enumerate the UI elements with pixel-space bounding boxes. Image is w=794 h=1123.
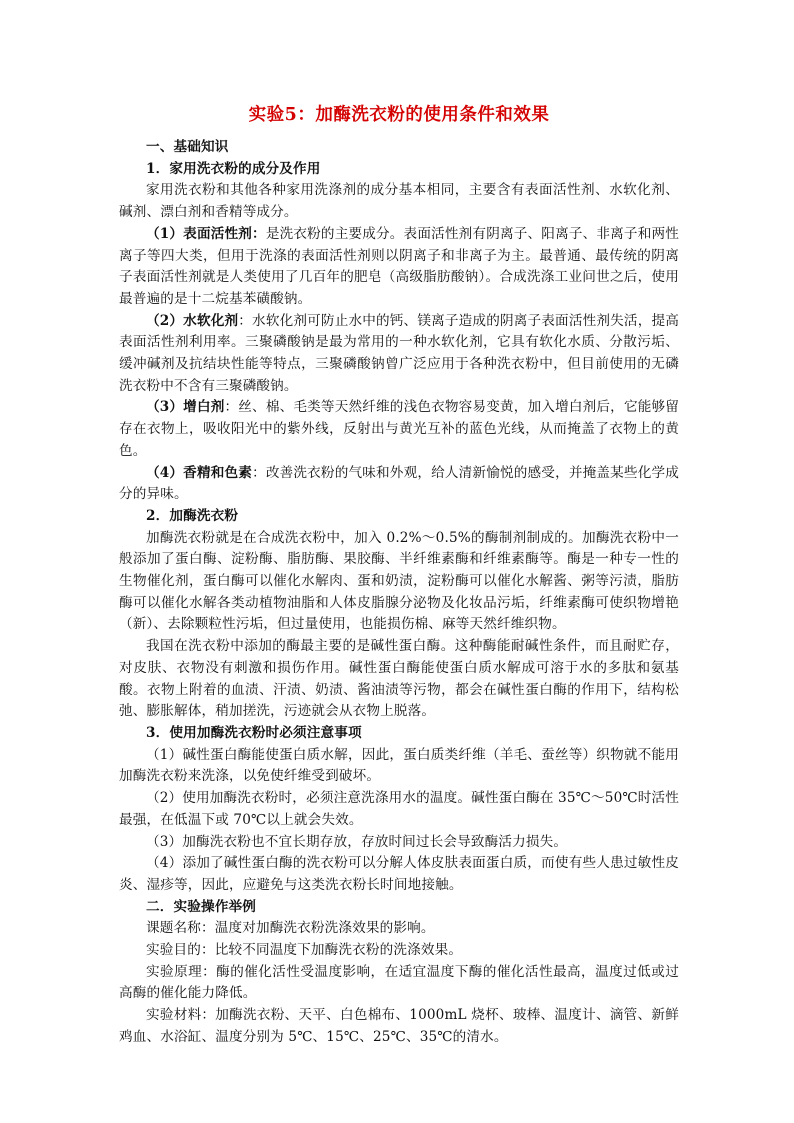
subsection-heading: 1．家用洗衣粉的成分及作用 [146,160,321,177]
paragraph-item: （4）添加了碱性蛋白酶的洗衣粉可以分解人体皮肤表面蛋白质，而使有些人患过敏性皮炎、湿疹等，因此，应避免与这类洗衣粉长时间地接触。 [119,855,679,893]
page-title: 实验5：加酶洗衣粉的使用条件和效果 [248,105,550,125]
paragraph-item: （2）使用加酶洗衣粉时，必须注意洗涤用水的温度。碱性蛋白酶在 35℃～50℃时活性最强，在低温下或 70℃以上就会失效。 [119,790,679,828]
paragraph: 我国在洗衣粉中添加的酶最主要的是碱性蛋白酶。这种酶能耐碱性条件，而且耐贮存，对皮肤、衣物没有刺激和损伤作用。碱性蛋白酶能使蛋白质水解成可溶于水的多肽和氨基酸。衣物上附着的血渍、汗渍、奶渍、酱油渍等污物，都会在碱性蛋白酶的作用下，结构松弛、膨胀解体，稍加搓洗，污迹就会从衣物上脱落。 [119,638,679,720]
item-text: ：改善洗衣粉的气味和外观，给人清新愉悦的感受，并掩盖某些化学成分的异味。 [119,464,679,503]
item-label: （4）香精和色素 [146,464,253,481]
paragraph: 实验原理：酶的催化活性受温度影响，在适宜温度下酶的催化活性最高，温度过低或过高酶的催化能力降低。 [119,963,679,1002]
paragraph: 实验目的：比较不同温度下加酶洗衣粉的洗涤效果。 [146,942,463,959]
item-text: ：丝、棉、毛类等天然纤维的浅色衣物容易变黄，加入增白剂后，它能够留存在衣物上，吸收阳光中的紫外线，反射出与黄光互补的蓝色光线，从而掩盖了衣物上的黄色。 [119,399,680,459]
paragraph-item [119,224,679,311]
item-label: （1）表面活性剂： [146,225,266,242]
document-page [119,104,679,1049]
paragraph-item [119,463,679,506]
item-text: 是洗衣粉的主要成分。表面活性剂有阴离子、阳离子、非离子和两性离子等四大类，但用于洗涤的表面活性剂则以阴离子和非离子为主。最普通、最传统的阴离子表面活性剂就是人类使用了几百年的肥皂（高级脂肪酸钠）。合成洗涤工业问世之后，使用最普遍的是十二烷基苯磺酸钠。 [119,225,679,307]
paragraph: 家用洗衣粉和其他各种家用洗涤剂的成分基本相同，主要含有表面活性剂、水软化剂、碱剂、漂白剂和香精等成分。 [119,182,679,221]
item-label: （3）增白剂 [146,399,225,416]
paragraph-item [119,311,679,398]
item-label: （2）水软化剂 [146,312,239,329]
item-text: ：水软化剂可防止水中的钙、镁离子造成的阴离子表面活性剂失活，提高表面活性剂利用率。三聚磷酸钠是最为常用的一种水软化剂，它具有软化水质、分散污垢、缓冲碱剂及抗结块性能等特点，三聚磷酸钠曾广泛应用于各种洗衣粉中，但目前使用的无磷洗衣粉中不含有三聚磷酸钠。 [119,312,679,394]
paragraph-item [119,397,679,462]
paragraph-item: （1）碱性蛋白酶能使蛋白质水解，因此，蛋白质类纤维（羊毛、蚕丝等）织物就不能用加酶洗衣粉来洗涤，以免使纤维受到破坏。 [119,746,679,785]
paragraph: 加酶洗衣粉就是在合成洗衣粉中，加入 0.2%～0.5%的酶制剂制成的。加酶洗衣粉中一般添加了蛋白酶、淀粉酶、脂肪酶、果胶酶、半纤维素酶和纤维素酶等。酶是一种专一性的生物催化剂，蛋白酶可以催化水解肉、蛋和奶渍，淀粉酶可以催化水解酱、粥等污渍，脂肪酶可以催化水解各类动植物油脂和人体皮脂腺分泌物及化妆品污垢，纤维素酶可使织物增艳（新）、去除颗粒性污垢，但过量使用，也能损伤棉、麻等天然纤维织物。 [119,529,679,633]
section-heading: 一、基础知识 [146,139,229,155]
subsection-heading: 2．加酶洗衣粉 [146,507,239,524]
subsection-heading: 3．使用加酶洗衣粉时必须注意事项 [146,724,362,741]
paragraph: 实验材料：加酶洗衣粉、天平、白色棉布、1000mL 烧杯、玻棒、温度计、滴管、新鲜鸡血、水浴缸、温度分别为 5℃、15℃、25℃、35℃的清水。 [119,1007,679,1045]
paragraph: 课题名称：温度对加酶洗衣粉洗涤效果的影响。 [146,920,435,937]
section-heading: 二．实验操作举例 [146,898,256,915]
paragraph-item: （3）加酶洗衣粉也不宜长期存放，存放时间过长会导致酶活力损失。 [146,833,568,850]
